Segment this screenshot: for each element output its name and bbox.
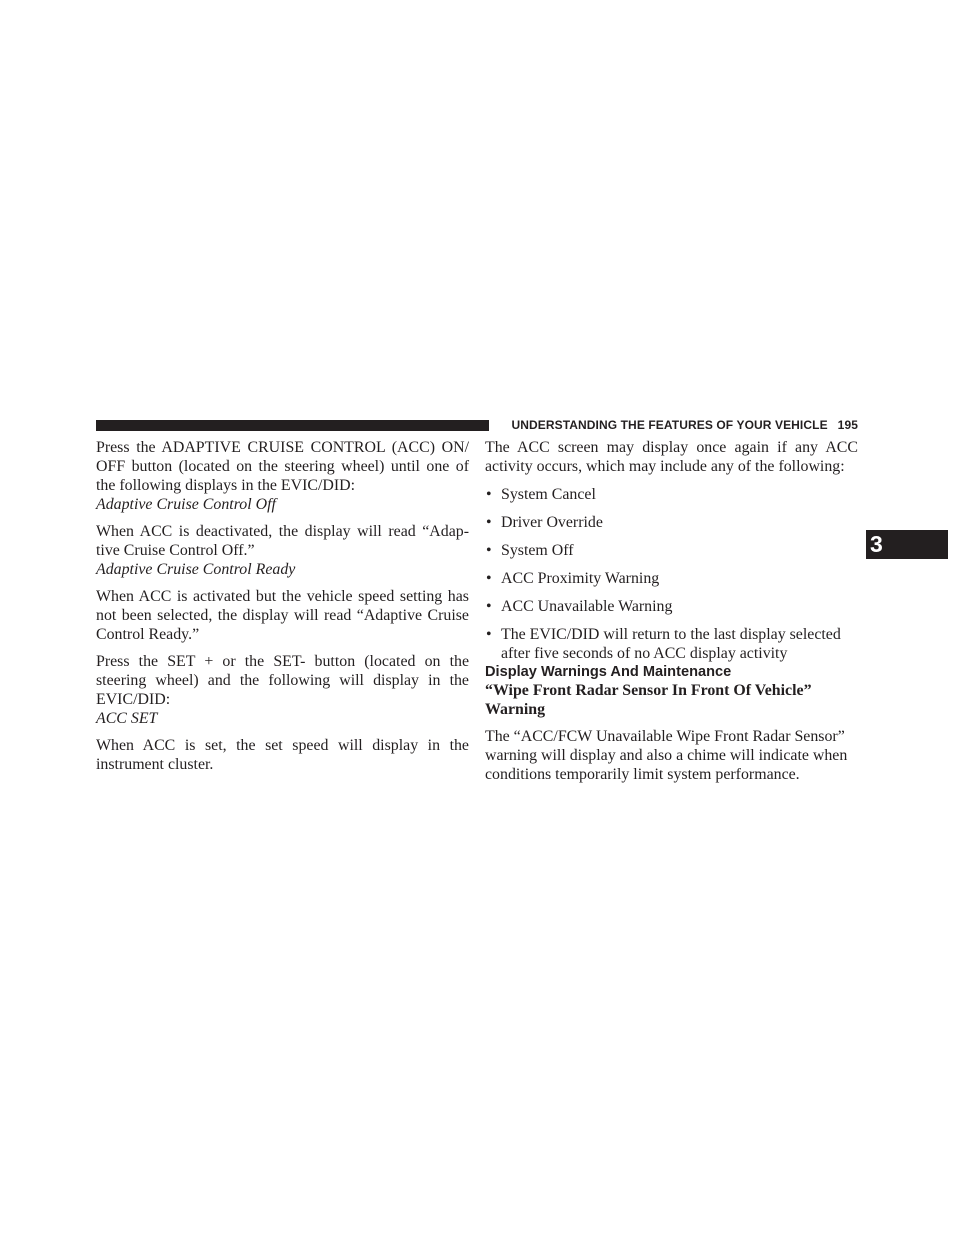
list-item: • ACC Proximity Warning <box>485 569 858 588</box>
list-item: • System Off <box>485 541 858 560</box>
acc-redisplay-paragraph: The ACC screen may display once again if any ACC activity occurs, which may include any of the following: <box>485 439 858 475</box>
list-item: • Driver Override <box>485 513 858 532</box>
list-item: • System Cancel <box>485 485 858 504</box>
header-rule <box>96 420 489 431</box>
list-item: • ACC Unavailable Warning <box>485 597 858 616</box>
running-header <box>497 417 858 433</box>
acc-set-paragraph: When ACC is set, the set speed will display in the instrument cluster. <box>96 737 469 773</box>
list-item: • The EVIC/DID will return to the last display selected after five seconds of no ACC display activity <box>485 625 858 663</box>
right-column <box>485 438 858 784</box>
acc-off-heading: Adaptive Cruise Control Off <box>96 496 276 513</box>
acc-off-paragraph: When ACC is deactivated, the display will read “Adap- tive Cruise Control Off.” <box>96 523 469 559</box>
wipe-radar-warning-paragraph: The “ACC/FCW Unavailable Wipe Front Radar Sensor” warning will display and also a chime will indicate when conditions temporarily limit system performance. <box>485 728 848 783</box>
display-warnings-heading: Display Warnings And Maintenance <box>485 664 732 680</box>
acc-intro-paragraph: Press the ADAPTIVE CRUISE CONTROL (ACC) ON/ OFF button (located on the steering wheel) until one of the following displays in the EVIC/DID: <box>96 439 469 494</box>
acc-ready-paragraph: When ACC is activated but the vehicle speed setting has not been selected, the display will read “Adaptive Cruise Control Ready.” <box>96 588 469 643</box>
chapter-tab: 3 <box>866 530 948 559</box>
acc-activity-list <box>485 485 858 663</box>
acc-ready-heading: Adaptive Cruise Control Ready <box>96 561 296 578</box>
acc-set-heading: ACC SET <box>96 710 158 727</box>
left-column <box>96 438 469 774</box>
header-section-title: UNDERSTANDING THE FEATURES OF YOUR VEHICLE <box>511 418 828 432</box>
acc-set-intro-paragraph: Press the SET + or the SET- button (located on the steering wheel) and the following will display in the EVIC/DID: <box>96 653 469 708</box>
page-number: 195 <box>837 418 858 432</box>
wipe-radar-warning-heading: “Wipe Front Radar Sensor In Front Of Vehicle” Warning <box>485 682 812 718</box>
